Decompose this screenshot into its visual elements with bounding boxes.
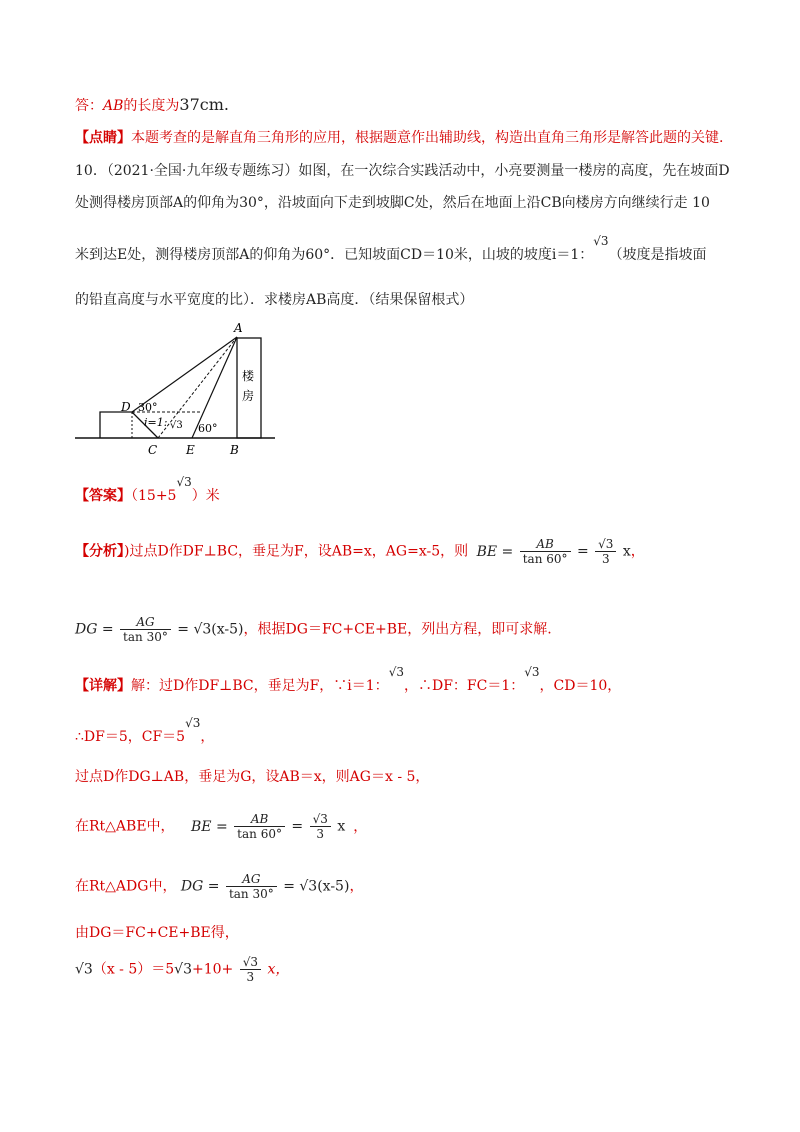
answer-value: 37cm. (179, 95, 229, 114)
detail-text-1: 解：过D作DF⊥BC，垂足为F，∵i＝1： (131, 678, 389, 694)
label-D: D (121, 400, 131, 414)
frac-ab-tan60-2 (234, 812, 285, 841)
frac-num: AG (120, 615, 171, 630)
label-slope: i=1: (144, 416, 168, 429)
label-E: E (186, 443, 195, 457)
frac-sqrt3-3-3 (240, 955, 261, 984)
detail-line-4 (75, 812, 367, 841)
detail-line-2 (75, 716, 215, 746)
detail-text-2: ，∴DF：FC＝1： (403, 678, 525, 694)
answer-mid: 的长度为 (123, 98, 180, 114)
question-line-1: 10．（2021·全国·九年级专题练习）如图，在一次综合实践活动中，小亮要测量一楼房的高度，先在坡面D (75, 163, 730, 179)
detail-text-7c: x， (267, 961, 290, 978)
label-60: 60° (198, 422, 218, 435)
label-B: B (230, 443, 239, 457)
question-line-2: 处测得楼房顶部A的仰角为30°，沿坡面向下走到坡脚C处，然后在地面上沿CB向楼房方向继续行走 10 (75, 195, 710, 211)
question-line-3 (75, 234, 707, 264)
answer-tag: 【答案】 (75, 488, 131, 504)
comma: ， (630, 543, 645, 560)
frac-num: √3 (595, 537, 616, 552)
frac-den: tan 60° (237, 827, 282, 841)
frac-num: √3 (240, 955, 261, 970)
sqrt3-b: √3 (524, 665, 540, 679)
equals: = (291, 818, 304, 835)
dg-result: = √3(x-5) (283, 878, 350, 895)
frac-num: AB (520, 537, 571, 552)
comment-tag: 【点睛】 (75, 130, 131, 146)
frac-den: tan 30° (228, 887, 274, 901)
frac-sqrt3-3-2 (310, 812, 331, 841)
answer-prefix: 答： (75, 98, 103, 114)
analysis-text-1: )过点D作DF⊥BC，垂足为F，设AB=x，AG=x-5，则 (124, 543, 469, 560)
detail-line-3: 过点D作DG⊥AB，垂足为G，设AB＝x，则AG＝x - 5， (75, 769, 430, 785)
detail-text-2b: ， (200, 729, 215, 745)
frac-den: 3 (316, 827, 325, 841)
geometry-figure (70, 320, 280, 460)
frac-num: √3 (310, 812, 331, 827)
analysis-text-2: ，根据DG＝FC+CE+BE，列出方程，即可求解. (243, 621, 552, 638)
frac-sqrt3-3 (595, 537, 616, 566)
label-sqrt3: √3 (170, 420, 183, 431)
frac-num: AG (226, 872, 277, 887)
question-line-4: 的铅直高度与水平宽度的比）．求楼房AB高度．（结果保留根式） (75, 292, 474, 308)
var-x: x (337, 818, 346, 835)
analysis-be: BE = (476, 543, 514, 560)
detail-tag: 【详解】 (75, 678, 131, 694)
detail-line-1 (75, 665, 622, 695)
answer-unit: ）米 (191, 488, 220, 504)
label-30: 30° (138, 401, 158, 414)
label-building-1: 楼 (242, 369, 255, 383)
var-x: x (622, 543, 631, 560)
sqrt3-q: √3 (593, 234, 609, 248)
comment-line (75, 127, 723, 147)
analysis-line-2 (75, 615, 552, 644)
dg-result: = √3(x-5) (177, 621, 244, 638)
detail-line-6: 由DG＝FC+CE+BE得， (75, 925, 239, 941)
label-building-2: 房 (242, 389, 255, 403)
detail-text-2a: ∴DF＝5，CF＝5 (75, 729, 186, 745)
frac-num: AB (234, 812, 285, 827)
detail-text-7b: +10+ (192, 961, 234, 978)
detail-line-7 (75, 955, 289, 984)
detail-dg: DG = (180, 878, 220, 895)
analysis-tag: 【分析】 (75, 543, 124, 560)
detail-line-5 (75, 872, 363, 901)
label-C: C (148, 443, 158, 457)
comment-text: 本题考查的是解直角三角形的应用，根据题意作出辅助线，构造出直角三角形是解答此题的关键. (131, 130, 724, 146)
frac-den: 3 (601, 552, 610, 566)
comma: ， (353, 818, 368, 835)
detail-text-5: 在Rt△ADG中， (75, 878, 177, 895)
sqrt3-a: √3 (388, 665, 404, 679)
answer-line (75, 475, 220, 505)
comma: ， (349, 878, 364, 895)
frac-ag-tan30 (120, 615, 171, 644)
question-line-3b: （坡度是指坡面 (608, 247, 707, 263)
label-A: A (234, 321, 243, 335)
question-line-3a: 米到达E处，测得楼房顶部A的仰角为60°．已知坡面CD＝10米，山坡的坡度i＝1： (75, 247, 594, 263)
frac-den: 3 (246, 970, 255, 984)
frac-ag-tan30-2 (226, 872, 277, 901)
sqrt3-d: √3 (75, 961, 93, 978)
sqrt3-e: √3 (174, 961, 192, 978)
detail-text-7a: （x - 5）＝5 (92, 961, 175, 978)
detail-text-4: 在Rt△ABE中， (75, 818, 175, 835)
sqrt3-c: √3 (185, 716, 201, 730)
detail-be: BE = (191, 818, 228, 835)
detail-text-3: ，CD＝10， (539, 678, 622, 694)
answer-var: AB (103, 98, 124, 114)
answer-text: （15+5 (131, 488, 177, 504)
frac-ab-tan60 (520, 537, 571, 566)
answer-sqrt: √3 (176, 475, 192, 489)
building-rect (237, 338, 261, 438)
analysis-dg: DG = (75, 621, 114, 638)
frac-den: tan 30° (123, 630, 168, 644)
analysis-line-1 (75, 537, 645, 566)
equals: = (576, 543, 589, 560)
answer-prev-line (75, 95, 229, 115)
frac-den: tan 60° (522, 552, 568, 566)
